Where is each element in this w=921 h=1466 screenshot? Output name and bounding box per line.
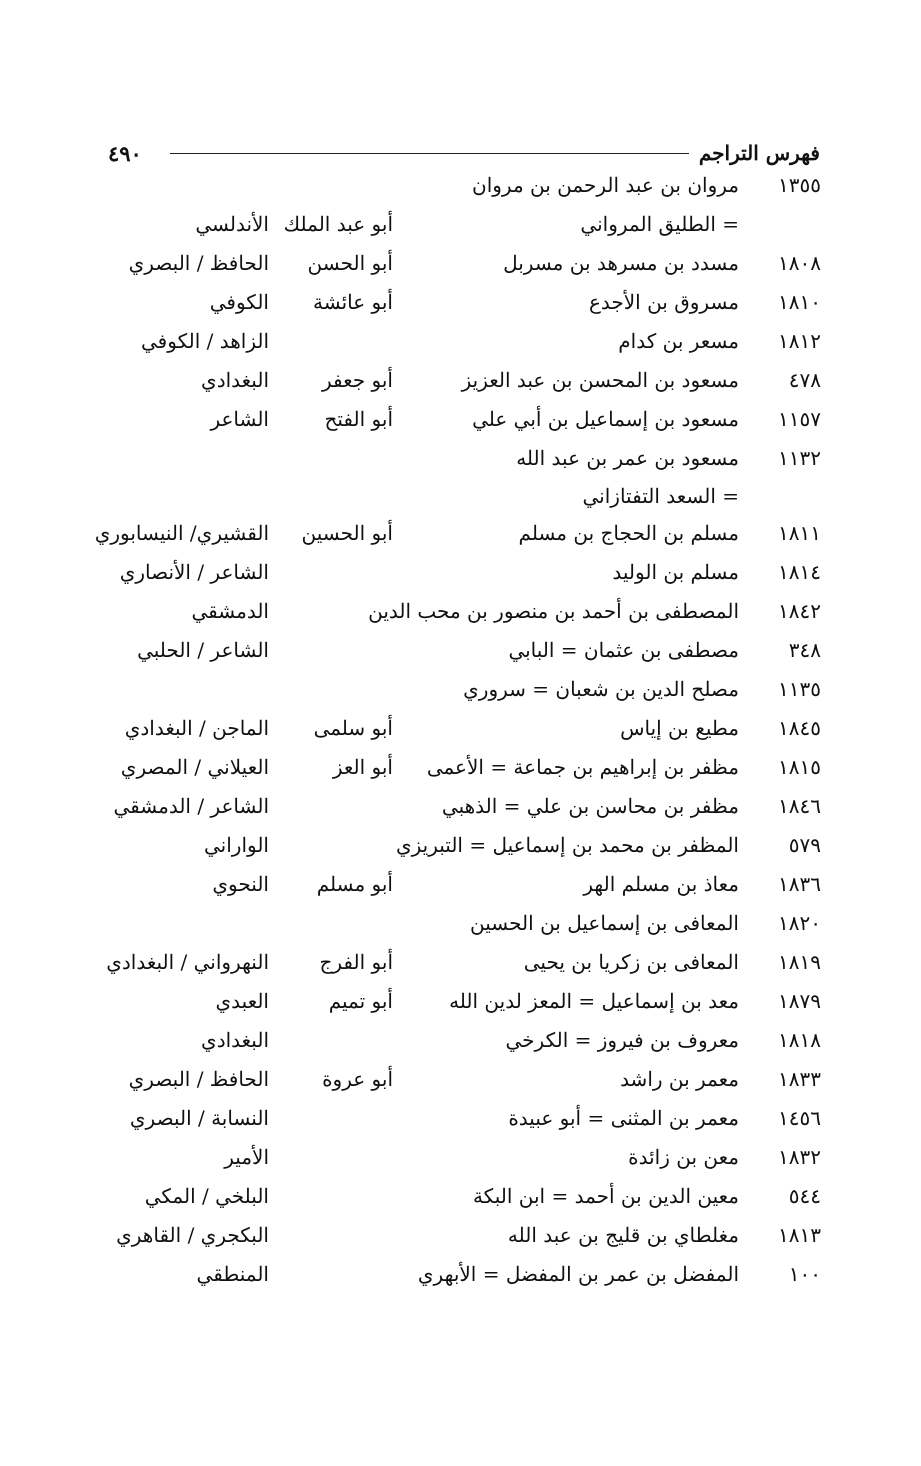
entry-name: معروف بن فيروز = الكرخي [505,1028,739,1052]
index-entry [0,400,921,439]
running-title: فهرس التراجم [698,141,820,165]
index-entry [0,439,921,478]
entry-name: معمر بن المثنى = أبو عبيدة [508,1106,739,1130]
entry-number: ٥٧٩ [788,833,821,857]
entry-number: ١١٥٧ [778,407,821,431]
entry-name: مطيع بن إياس [620,716,739,740]
entry-kunya: أبو جعفر [322,368,393,392]
index-entry [0,166,921,205]
entry-name: معين الدين بن أحمد = ابن البكة [472,1184,739,1208]
entry-name: مروان بن عبد الرحمن بن مروان [472,173,739,197]
entry-number: ٤٧٨ [788,368,821,392]
index-entry [0,826,921,865]
entry-number: ١٨٠٨ [778,251,821,275]
header-rule [170,153,689,154]
index-entry [0,1177,921,1216]
entry-number: ١٨١٥ [778,755,821,779]
entry-name: المفضل بن عمر بن المفضل = الأبهري [417,1262,739,1286]
entry-kunya: أبو الفرج [319,950,393,974]
entry-kunya: أبو الفتح [324,407,393,431]
entry-nisba: الماجن / البغدادي [124,716,269,740]
entry-nisba: الأندلسي [195,212,269,236]
entry-kunya: أبو تميم [328,989,393,1013]
page-header [108,138,820,168]
entry-number: ١٨١٣ [778,1223,821,1247]
entry-nisba: النحوي [212,872,269,896]
entry-nisba: البكجري / القاهري [116,1223,269,1247]
index-entry [0,787,921,826]
entry-name: مسدد بن مسرهد بن مسربل [503,251,739,275]
entry-number: ١٨٤٢ [778,599,821,623]
entry-number: ١٨١٠ [778,290,821,314]
index-entry [0,670,921,709]
index-entry [0,1255,921,1294]
index-entry [0,631,921,670]
index-entry [0,748,921,787]
entry-number: ١٨١٤ [778,560,821,584]
entry-number: ١٤٥٦ [778,1106,821,1130]
index-entry [0,1138,921,1177]
index-entry [0,1216,921,1255]
entry-number: ١٨١٨ [778,1028,821,1052]
index-entry [0,592,921,631]
index-entry [0,244,921,283]
biography-index-list [0,166,921,1294]
entry-name: معد بن إسماعيل = المعز لدين الله [449,989,739,1013]
entry-name: مظفر بن محاسن بن علي = الذهبي [441,794,739,818]
entry-number: ١٨١٩ [778,950,821,974]
index-entry [0,514,921,553]
entry-nisba: الزاهد / الكوفي [141,329,269,353]
entry-number: ١٨٤٦ [778,794,821,818]
entry-nisba: الحافظ / البصري [128,1067,269,1091]
entry-nisba: البلخي / المكي [144,1184,269,1208]
entry-number: ١٨٧٩ [778,989,821,1013]
entry-nisba: الشاعر / الحلبي [137,638,269,662]
entry-name: المعافى بن زكريا بن يحيى [523,950,739,974]
entry-number: ٣٤٨ [788,638,821,662]
entry-number: ١٨٣٦ [778,872,821,896]
entry-kunya: أبو مسلم [316,872,393,896]
entry-number: ١٨٢٠ [778,911,821,935]
entry-name: معاذ بن مسلم الهر [583,872,739,896]
index-entry [0,709,921,748]
entry-nisba: النهرواني / البغدادي [106,950,269,974]
entry-nisba: البغدادي [201,368,269,392]
index-entry [0,283,921,322]
entry-name: مسلم بن الوليد [612,560,739,584]
page-number: ٤٩٠ [108,140,142,166]
entry-number: ١١٣٥ [778,677,821,701]
entry-nisba: الحافظ / البصري [128,251,269,275]
entry-nisba: النسابة / البصري [129,1106,269,1130]
entry-number: ١٨٤٥ [778,716,821,740]
entry-nisba: الواراني [204,833,269,857]
entry-name: معن بن زائدة [628,1145,739,1169]
entry-nisba: الدمشقي [191,599,269,623]
entry-number: ١١٣٢ [778,446,821,470]
entry-kunya: أبو عائشة [313,290,393,314]
entry-nisba: البغدادي [201,1028,269,1052]
index-entry [0,205,921,244]
entry-nisba: الشاعر [210,407,269,431]
entry-name: مسعود بن عمر بن عبد الله [516,446,739,470]
entry-kunya: أبو عروة [322,1067,393,1091]
entry-nisba: العبدي [215,989,269,1013]
index-entry [0,943,921,982]
entry-nisba: العيلاني / المصري [120,755,269,779]
entry-name: مسروق بن الأجدع [588,290,739,314]
index-entry [0,553,921,592]
entry-number: ٥٤٤ [788,1184,821,1208]
entry-nisba: القشيري/ النيسابوري [94,521,269,545]
entry-name: مسعود بن المحسن بن عبد العزيز [461,368,739,392]
entry-name: = الطليق المرواني [580,212,739,236]
entry-name: معمر بن راشد [620,1067,739,1091]
index-entry [0,478,921,514]
index-entry [0,982,921,1021]
entry-name: المظفر بن محمد بن إسماعيل = التبريزي [395,833,739,857]
entry-number: ١٣٥٥ [778,173,821,197]
entry-name: مغلطاي بن قليج بن عبد الله [507,1223,739,1247]
entry-name: مسعود بن إسماعيل بن أبي علي [472,407,739,431]
entry-name: مصلح الدين بن شعبان = سروري [463,677,739,701]
index-entry [0,865,921,904]
entry-name: مسلم بن الحجاج بن مسلم [518,521,739,545]
index-entry [0,361,921,400]
entry-kunya: أبو الحسين [301,521,393,545]
entry-name: مصطفى بن عثمان = البابي [508,638,739,662]
entry-kunya: أبو الحسن [307,251,393,275]
entry-name: مظفر بن إبراهيم بن جماعة = الأعمى [426,755,739,779]
entry-kunya: أبو العز [332,755,393,779]
entry-nisba: الشاعر / الدمشقي [113,794,269,818]
index-entry [0,1099,921,1138]
entry-name: المصطفى بن أحمد بن منصور بن محب الدين [368,599,739,623]
entry-number: ١٨٣٢ [778,1145,821,1169]
entry-number: ١٠٠ [788,1262,821,1286]
entry-nisba: الكوفي [209,290,269,314]
entry-name: مسعر بن كدام [618,329,739,353]
index-entry [0,1060,921,1099]
index-entry [0,1021,921,1060]
entry-nisba: الشاعر / الأنصاري [119,560,269,584]
entry-number: ١٨٣٣ [778,1067,821,1091]
entry-nisba: الأمير [224,1145,269,1169]
entry-nisba: المنطقي [196,1262,269,1286]
entry-number: ١٨١١ [778,521,821,545]
entry-number: ١٨١٢ [778,329,821,353]
index-entry [0,904,921,943]
entry-name: = السعد التفتازاني [582,484,739,508]
entry-kunya: أبو عبد الملك [283,212,393,236]
index-entry [0,322,921,361]
entry-name: المعافى بن إسماعيل بن الحسين [470,911,739,935]
entry-kunya: أبو سلمى [313,716,393,740]
